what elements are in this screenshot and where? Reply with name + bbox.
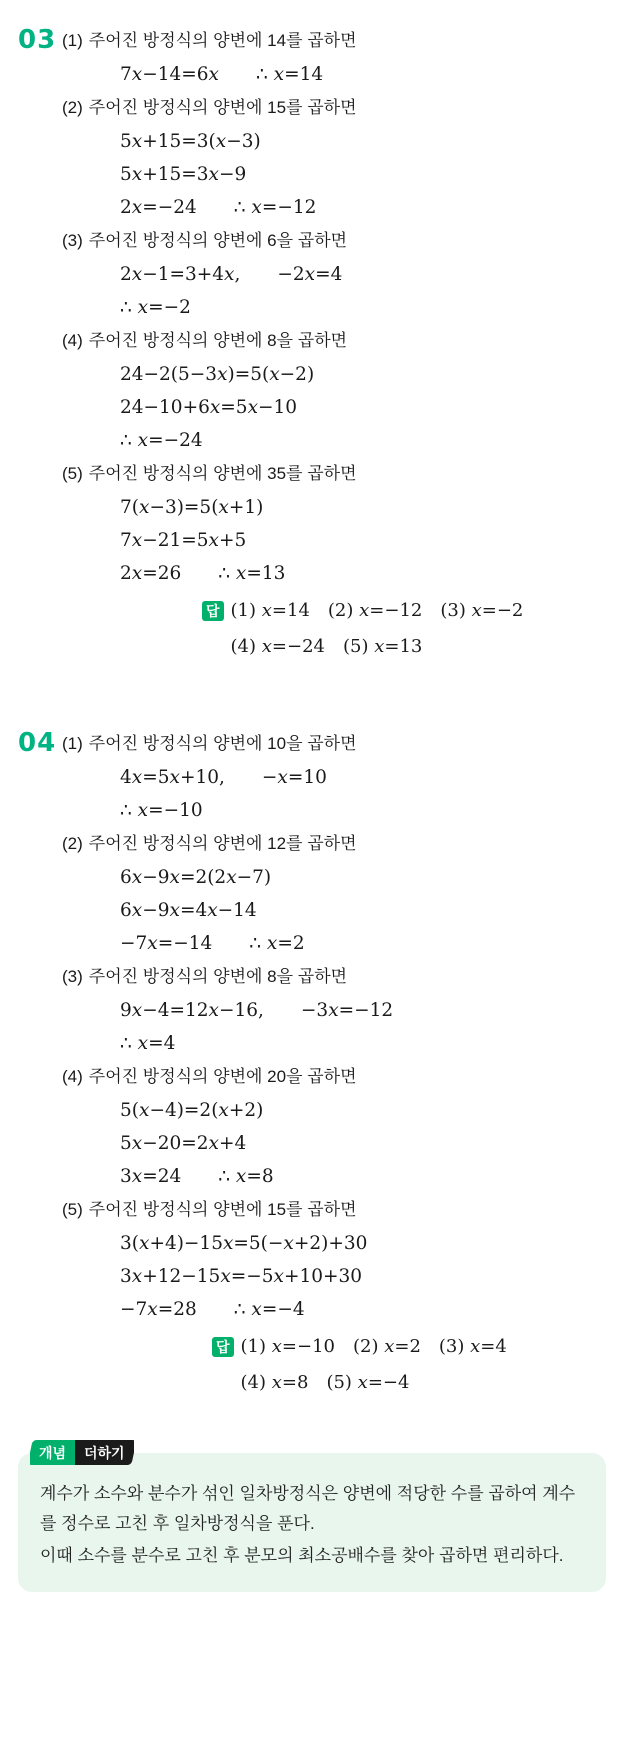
math-line: ∴ x=4 bbox=[120, 1033, 176, 1054]
answer-badge: 답 bbox=[202, 601, 224, 621]
problem-number: 03 bbox=[18, 25, 57, 55]
math-line: 3(x+4)−15x=5(−x+2)+30 bbox=[120, 1233, 368, 1254]
part-label: (3) bbox=[62, 967, 83, 986]
answer-line: (1) x=−10 (2) x=2 (3) x=4 bbox=[240, 1336, 507, 1357]
math-line: −7x=28 ∴ x=−4 bbox=[120, 1299, 305, 1320]
math-line: 7(x−3)=5(x+1) bbox=[120, 497, 264, 518]
math-line: ∴ x=−10 bbox=[120, 800, 203, 821]
solution-part bbox=[62, 29, 606, 86]
answer-block bbox=[202, 599, 606, 659]
math-line: 2x−1=3+4x, −2x=4 bbox=[120, 264, 343, 285]
problem-body bbox=[62, 729, 606, 1395]
math-line: 6x−9x=4x−14 bbox=[120, 900, 257, 921]
part-intro: 주어진 방정식의 양변에 15를 곱하면 bbox=[88, 98, 357, 117]
answer-line: (1) x=14 (2) x=−12 (3) x=−2 bbox=[230, 600, 524, 621]
part-label: (2) bbox=[62, 834, 83, 853]
answer-badge: 답 bbox=[212, 1337, 234, 1357]
problem-number: 04 bbox=[18, 728, 57, 758]
math-line: 5x+15=3x−9 bbox=[120, 164, 247, 185]
solution-part bbox=[62, 1065, 606, 1188]
concept-text: 계수가 소수와 분수가 섞인 일차방정식은 양변에 적당한 수를 곱하여 계수를 정수로 고친 후 일차방정식을 푼다. bbox=[40, 1484, 576, 1533]
concept-text: 이때 소수를 분수로 고친 후 분모의 최소공배수를 찾아 곱하면 편리하다. bbox=[40, 1545, 564, 1565]
math-line: 6x−9x=2(2x−7) bbox=[120, 867, 272, 888]
math-line: 3x+12−15x=−5x+10+30 bbox=[120, 1266, 363, 1287]
part-label: (1) bbox=[62, 31, 83, 50]
solution-part bbox=[62, 96, 606, 219]
part-label: (5) bbox=[62, 1200, 83, 1219]
math-line: 24−2(5−3x)=5(x−2) bbox=[120, 364, 315, 385]
math-line: 2x=−24 ∴ x=−12 bbox=[120, 197, 317, 218]
math-line: 7x−21=5x+5 bbox=[120, 530, 247, 551]
part-label: (5) bbox=[62, 464, 83, 483]
concept-badge-label: 개념 bbox=[30, 1440, 75, 1465]
solution-part bbox=[62, 462, 606, 585]
answer-line: (4) x=8 (5) x=−4 bbox=[240, 1372, 410, 1393]
part-intro: 주어진 방정식의 양변에 8을 곱하면 bbox=[88, 967, 348, 986]
answer-block bbox=[212, 1335, 606, 1395]
part-label: (4) bbox=[62, 331, 83, 350]
problem-03 bbox=[18, 26, 606, 659]
part-intro: 주어진 방정식의 양변에 15를 곱하면 bbox=[88, 1200, 357, 1219]
math-line: 24−10+6x=5x−10 bbox=[120, 397, 298, 418]
solution-part bbox=[62, 329, 606, 452]
math-line: 7x−14=6x ∴ x=14 bbox=[120, 64, 324, 85]
solution-part bbox=[62, 832, 606, 955]
math-line: 9x−4=12x−16, −3x=−12 bbox=[120, 1000, 394, 1021]
solution-part bbox=[62, 732, 606, 822]
math-line: 5x−20=2x+4 bbox=[120, 1133, 247, 1154]
concept-box bbox=[18, 1445, 606, 1592]
part-intro: 주어진 방정식의 양변에 8을 곱하면 bbox=[88, 331, 348, 350]
part-label: (2) bbox=[62, 98, 83, 117]
math-line: 2x=26 ∴ x=13 bbox=[120, 563, 286, 584]
math-line: 3x=24 ∴ x=8 bbox=[120, 1166, 274, 1187]
part-intro: 주어진 방정식의 양변에 14를 곱하면 bbox=[88, 31, 357, 50]
answer-lines bbox=[231, 599, 606, 659]
part-label: (1) bbox=[62, 734, 83, 753]
problem-body bbox=[62, 26, 606, 659]
math-line: ∴ x=−2 bbox=[120, 297, 191, 318]
math-line: 5(x−4)=2(x+2) bbox=[120, 1100, 264, 1121]
answer-line: (4) x=−24 (5) x=13 bbox=[230, 636, 423, 657]
part-label: (3) bbox=[62, 231, 83, 250]
concept-badge-sublabel: 더하기 bbox=[75, 1440, 134, 1465]
math-line: −7x=−14 ∴ x=2 bbox=[120, 933, 305, 954]
concept-badge bbox=[27, 1440, 136, 1465]
part-intro: 주어진 방정식의 양변에 20을 곱하면 bbox=[88, 1067, 357, 1086]
answer-lines bbox=[241, 1335, 606, 1395]
math-line: ∴ x=−24 bbox=[120, 430, 203, 451]
solution-part bbox=[62, 1198, 606, 1321]
part-intro: 주어진 방정식의 양변에 6을 곱하면 bbox=[88, 231, 348, 250]
part-intro: 주어진 방정식의 양변에 10을 곱하면 bbox=[88, 734, 357, 753]
solution-part bbox=[62, 229, 606, 319]
solution-part bbox=[62, 965, 606, 1055]
math-line: 4x=5x+10, −x=10 bbox=[120, 767, 327, 788]
part-intro: 주어진 방정식의 양변에 12를 곱하면 bbox=[88, 834, 357, 853]
math-line: 5x+15=3(x−3) bbox=[120, 131, 261, 152]
part-intro: 주어진 방정식의 양변에 35를 곱하면 bbox=[88, 464, 357, 483]
problem-04 bbox=[18, 729, 606, 1395]
part-label: (4) bbox=[62, 1067, 83, 1086]
